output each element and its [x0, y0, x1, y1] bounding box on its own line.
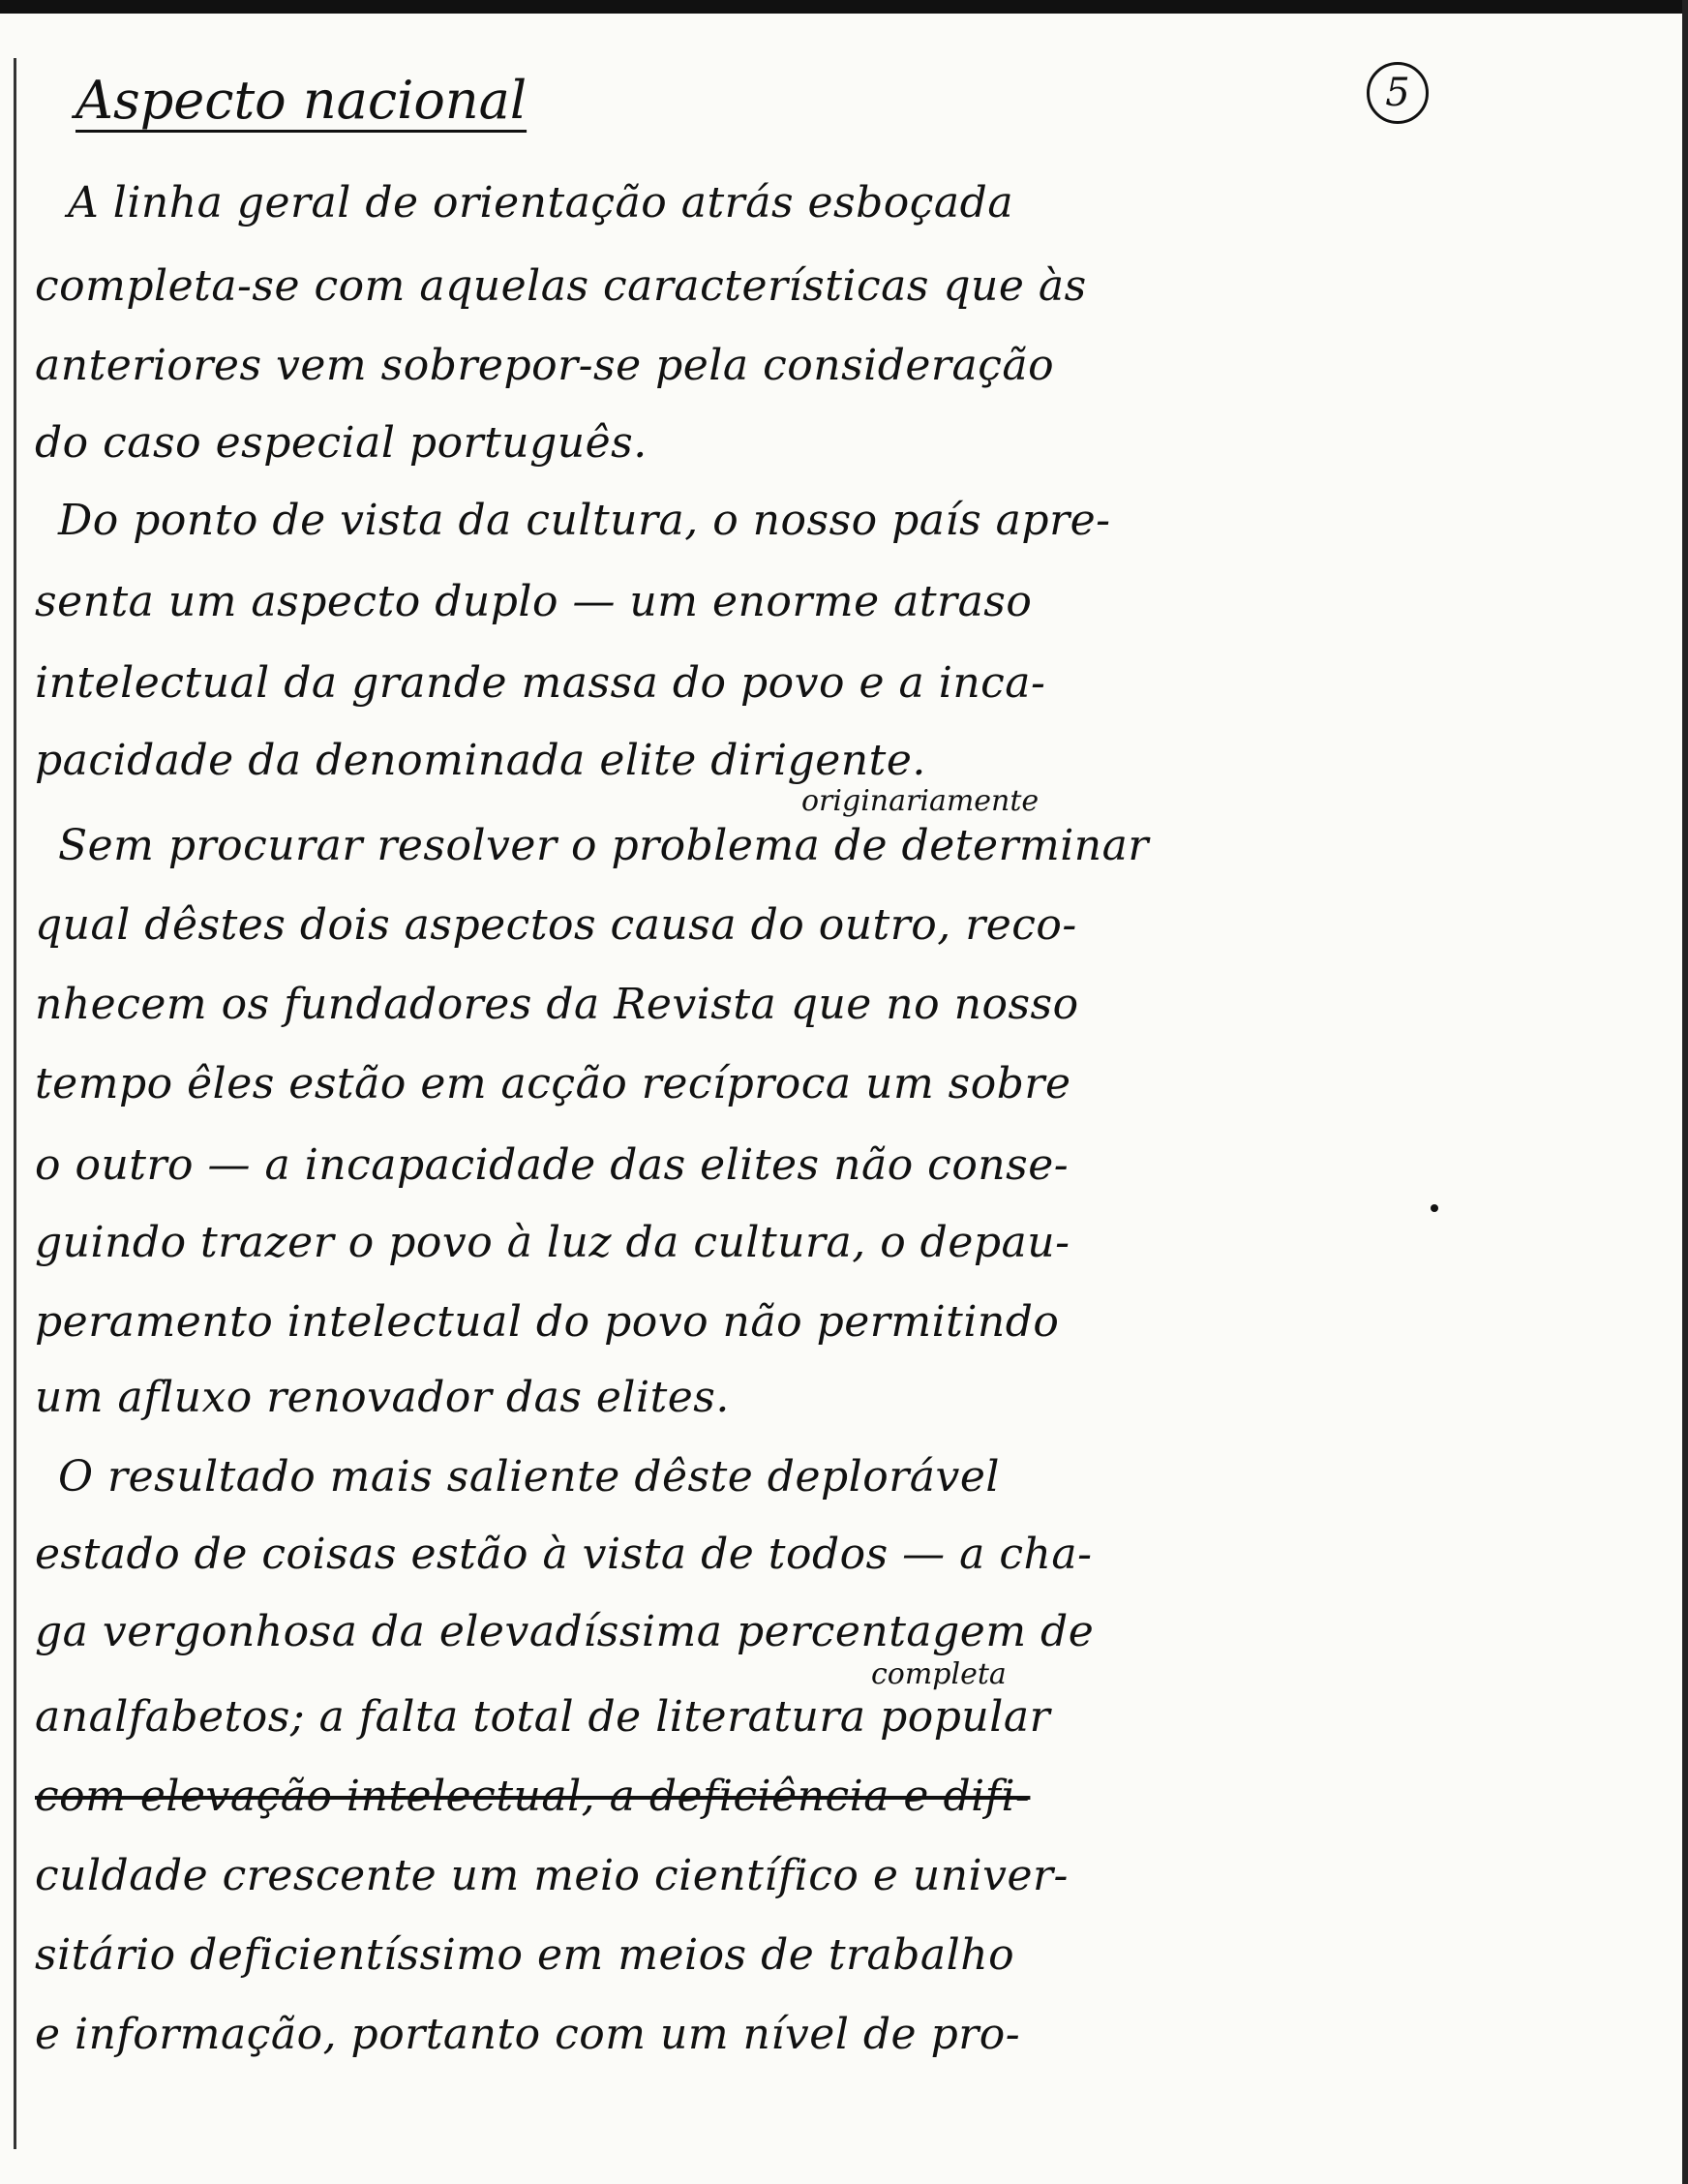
text-line: e informação, portanto com um nível de pro-: [35, 2010, 1021, 2059]
struck-text-line: com elevação intelectual, a deficiência e difi-: [35, 1772, 1031, 1821]
scan-edge-top: [0, 0, 1688, 14]
page-title: Aspecto nacional: [75, 70, 528, 131]
text-line: nhecem os fundadores da Revista que no nosso: [35, 980, 1079, 1029]
text-line: completa-se com aquelas características que às: [35, 261, 1087, 311]
text-line: Do ponto de vista da cultura, o nosso país apre-: [58, 496, 1111, 545]
text-line: qual dêstes dois aspectos causa do outro, reco-: [35, 900, 1077, 950]
left-margin-rule: [14, 58, 16, 2149]
text-line: um afluxo renovador das elites.: [35, 1373, 730, 1422]
text-line: O resultado mais saliente dêste deplorável: [58, 1452, 1000, 1502]
text-line: Sem procurar resolver o problema de determinar: [58, 821, 1149, 870]
text-line: analfabetos; a falta total de literatura popular: [35, 1692, 1051, 1742]
text-line: anteriores vem sobrepor-se pela consideração: [35, 341, 1055, 390]
text-line: sitário deficientíssimo em meios de trabalho: [35, 1930, 1015, 1980]
interlinear-insertion: completa: [871, 1657, 1007, 1691]
text-line: guindo trazer o povo à luz da cultura, o depau-: [35, 1218, 1070, 1267]
text-line: tempo êles estão em acção recíproca um sobre: [35, 1059, 1071, 1108]
text-line: pacidade da denominada elite dirigente.: [35, 736, 926, 785]
text-line: ga vergonhosa da elevadíssima percentagem de: [35, 1607, 1095, 1656]
text-line: estado de coisas estão à vista de todos — a cha-: [35, 1530, 1093, 1579]
text-line: o outro — a incapacidade das elites não conse-: [35, 1140, 1070, 1190]
text-line: do caso especial português.: [35, 418, 648, 468]
text-line: senta um aspecto duplo — um enorme atraso: [35, 577, 1033, 626]
text-line: culdade crescente um meio científico e univer-: [35, 1851, 1069, 1900]
interlinear-insertion: originariamente: [801, 784, 1040, 818]
text-line: peramento intelectual do povo não permitindo: [35, 1297, 1060, 1347]
text-line: A linha geral de orientação atrás esboçada: [68, 178, 1014, 228]
text-line: intelectual da grande massa do povo e a inca-: [35, 658, 1046, 708]
ink-dot: [1431, 1204, 1438, 1212]
page-number-circle: 5: [1367, 62, 1429, 124]
scan-edge-right: [1682, 0, 1688, 2184]
